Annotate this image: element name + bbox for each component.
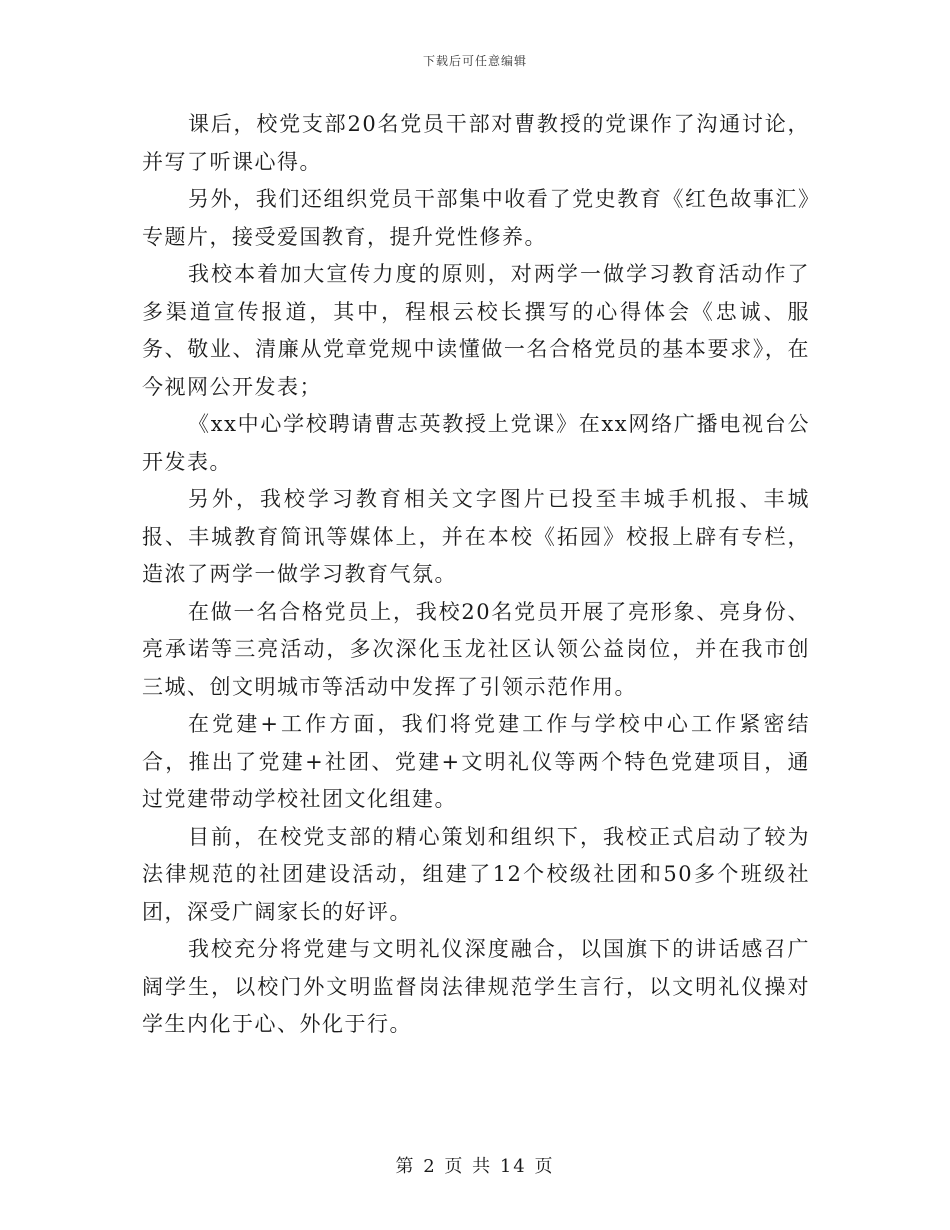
document-body — [142, 106, 810, 1044]
paragraph: 我校充分将党建与文明礼仪深度融合，以国旗下的讲话感召广阔学生，以校门外文明监督岗法律规范学生言行，以文明礼仪操对学生内化于心、外化于行。 — [142, 937, 810, 1036]
paragraph: 在党建+工作方面，我们将党建工作与学校中心工作紧密结合，推出了党建+社团、党建+文明礼仪等两个特色党建项目，通过党建带动学校社团文化组建。 — [142, 712, 810, 811]
paragraph: 课后，校党支部20名党员干部对曹教授的党课作了沟通讨论，并写了听课心得。 — [142, 112, 810, 174]
paragraph: 另外，我们还组织党员干部集中收看了党史教育《红色故事汇》专题片，接受爱国教育，提升党性修养。 — [142, 187, 810, 249]
paragraph: 我校本着加大宣传力度的原则，对两学一做学习教育活动作了多渠道宣传报道，其中，程根云校长撰写的心得体会《忠诚、服务、敬业、清廉从党章党规中读懂做一名合格党员的基本要求》，在今视网公开发表； — [142, 262, 810, 399]
paragraph: 《xx中心学校聘请曹志英教授上党课》在xx网络广播电视台公开发表。 — [142, 412, 810, 474]
paragraph: 在做一名合格党员上，我校20名党员开展了亮形象、亮身份、亮承诺等三亮活动，多次深化玉龙社区认领公益岗位，并在我市创三城、创文明城市等活动中发挥了引领示范作用。 — [142, 599, 810, 699]
page-number-footer: 第 2 页 共 14 页 — [395, 1156, 555, 1177]
paragraph: 目前，在校党支部的精心策划和组织下，我校正式启动了较为法律规范的社团建设活动，组建了12个校级社团和50多个班级社团，深受广阔家长的好评。 — [142, 824, 810, 924]
paragraph: 另外，我校学习教育相关文字图片已投至丰城手机报、丰城报、丰城教育简讯等媒体上，并在本校《拓园》校报上辟有专栏，造浓了两学一做学习教育气氛。 — [142, 487, 810, 586]
page-header-note: 下载后可任意编辑 — [422, 54, 527, 68]
